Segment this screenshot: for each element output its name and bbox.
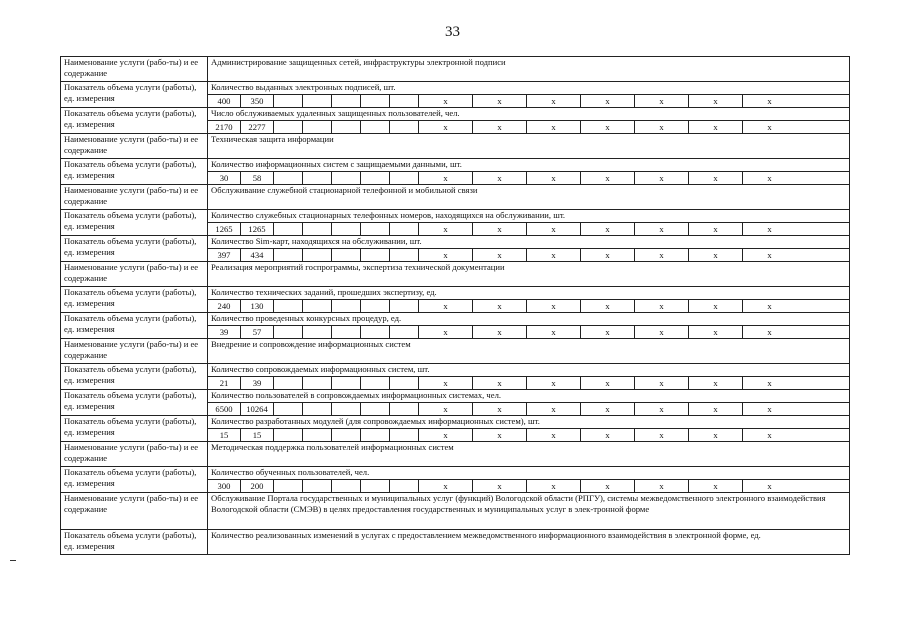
service-name: Техническая защита информации <box>208 134 850 159</box>
value-cell: 30 <box>208 172 241 184</box>
empty-cell <box>361 403 390 415</box>
metric-row <box>61 364 850 390</box>
empty-cell <box>361 300 390 312</box>
x-mark-cell: x <box>689 429 743 441</box>
empty-cell <box>274 403 303 415</box>
x-mark-cell: x <box>635 121 689 133</box>
empty-cell <box>303 429 332 441</box>
metric-title: Количество реализованных изменений в услугах с предоставлением межведомственного информационного взаимодействия в электронной форме, ед. <box>208 530 850 555</box>
metric-label: Показатель объема услуги (работы), ед. измерения <box>61 287 208 313</box>
x-mark-cell: x <box>767 378 772 388</box>
empty-cell <box>390 480 419 492</box>
x-mark-cell: x <box>581 249 635 261</box>
x-mark-cell: x <box>527 249 581 261</box>
metric-row <box>61 236 850 262</box>
empty-cell <box>332 480 361 492</box>
empty-cell <box>332 377 361 389</box>
x-mark-cell: x <box>767 430 772 440</box>
x-mark-cell: x <box>689 249 743 261</box>
metric-title: Количество выданных электронных подписей, шт. <box>208 82 849 95</box>
x-mark-cell: x <box>767 327 772 337</box>
metric-cell <box>208 236 850 262</box>
metric-values <box>208 377 849 389</box>
empty-cell <box>274 377 303 389</box>
x-mark-cell: x <box>527 403 581 415</box>
value-cell: 1265 <box>241 223 274 235</box>
metric-cell <box>208 287 850 313</box>
x-mark-cell: x <box>689 172 743 184</box>
empty-cell <box>303 480 332 492</box>
service-name: Методическая поддержка пользователей информационных систем <box>208 442 850 467</box>
empty-cell <box>274 429 303 441</box>
service-name-label: Наименование услуги (рабо-ты) и ее содержание <box>61 57 208 82</box>
metric-row <box>61 210 850 236</box>
service-name-label: Наименование услуги (рабо-ты) и ее содержание <box>61 493 208 530</box>
metric-label: Показатель объема услуги (работы), ед. измерения <box>61 82 208 108</box>
x-mark-cell: x <box>473 223 527 235</box>
metric-row <box>61 313 850 339</box>
metric-row <box>61 530 850 555</box>
empty-cell <box>361 172 390 184</box>
x-mark-cell: x <box>419 172 473 184</box>
metric-cell <box>208 390 850 416</box>
service-name-label: Наименование услуги (рабо-ты) и ее содержание <box>61 185 208 210</box>
metric-values <box>208 121 849 133</box>
empty-cell <box>332 95 361 107</box>
metric-label: Показатель объема услуги (работы), ед. измерения <box>61 313 208 339</box>
empty-cell <box>332 172 361 184</box>
empty-cell <box>274 121 303 133</box>
metric-values <box>208 403 849 415</box>
metric-title: Количество разработанных модулей (для сопровождаемых информационных систем), шт. <box>208 416 849 429</box>
metric-label: Показатель объема услуги (работы), ед. измерения <box>61 390 208 416</box>
metric-cell <box>208 364 850 390</box>
x-mark-cell: x <box>689 377 743 389</box>
service-name-label: Наименование услуги (рабо-ты) и ее содержание <box>61 442 208 467</box>
x-mark-cell: x <box>581 480 635 492</box>
empty-cell <box>390 121 419 133</box>
x-mark-cell: x <box>473 249 527 261</box>
empty-cell <box>303 172 332 184</box>
metric-title: Количество сопровождаемых информационных систем, шт. <box>208 364 849 377</box>
value-cell: 400 <box>208 95 241 107</box>
metric-row <box>61 82 850 108</box>
metric-label: Показатель объема услуги (работы), ед. измерения <box>61 210 208 236</box>
empty-cell <box>303 95 332 107</box>
metric-cell <box>208 210 850 236</box>
x-mark-cell: x <box>581 300 635 312</box>
x-mark-cell: x <box>473 403 527 415</box>
value-cell: 6500 <box>208 403 241 415</box>
empty-cell <box>390 300 419 312</box>
empty-cell <box>361 223 390 235</box>
service-name: Внедрение и сопровождение информационных систем <box>208 339 850 364</box>
x-mark-cell: x <box>635 172 689 184</box>
x-mark-cell: x <box>527 326 581 338</box>
metric-label: Показатель объема услуги (работы), ед. измерения <box>61 364 208 390</box>
metric-values <box>208 429 849 441</box>
empty-cell <box>332 121 361 133</box>
x-mark-cell: x <box>635 249 689 261</box>
x-mark-cell: x <box>581 403 635 415</box>
empty-cell <box>390 326 419 338</box>
x-mark-cell: x <box>527 223 581 235</box>
metric-values <box>208 95 849 107</box>
x-mark-cell: x <box>473 172 527 184</box>
value-cell: 397 <box>208 249 241 261</box>
empty-cell <box>332 429 361 441</box>
metric-row <box>61 416 850 442</box>
metric-title: Число обслуживаемых удаленных защищенных пользователей, чел. <box>208 108 849 121</box>
empty-cell <box>361 121 390 133</box>
x-mark-cell: x <box>581 429 635 441</box>
x-mark-cell: x <box>767 250 772 260</box>
x-mark-cell: x <box>689 300 743 312</box>
metric-cell <box>208 467 850 493</box>
empty-cell <box>390 429 419 441</box>
metric-title: Количество обученных пользователей, чел. <box>208 467 849 480</box>
x-mark-cell: x <box>635 377 689 389</box>
metric-values <box>208 480 849 492</box>
x-mark-cell: x <box>419 95 473 107</box>
empty-cell <box>303 377 332 389</box>
metric-row <box>61 390 850 416</box>
x-mark-cell: x <box>689 403 743 415</box>
x-mark-cell: x <box>473 121 527 133</box>
empty-cell <box>361 429 390 441</box>
metric-row <box>61 467 850 493</box>
value-cell: 39 <box>208 326 241 338</box>
value-cell: 1265 <box>208 223 241 235</box>
metric-title: Количество проведенных конкурсных процедур, ед. <box>208 313 849 326</box>
metric-row <box>61 159 850 185</box>
service-name-label: Наименование услуги (рабо-ты) и ее содержание <box>61 134 208 159</box>
x-mark-cell: x <box>527 121 581 133</box>
empty-cell <box>332 403 361 415</box>
x-mark-cell: x <box>767 481 772 491</box>
metric-label: Показатель объема услуги (работы), ед. измерения <box>61 108 208 134</box>
metric-label: Показатель объема услуги (работы), ед. измерения <box>61 530 208 555</box>
empty-cell <box>332 300 361 312</box>
x-mark-cell: x <box>527 480 581 492</box>
metric-label: Показатель объема услуги (работы), ед. измерения <box>61 236 208 262</box>
metric-row <box>61 108 850 134</box>
x-mark-cell: x <box>419 326 473 338</box>
value-cell: 2277 <box>241 121 274 133</box>
metric-row <box>61 287 850 313</box>
x-mark-cell: x <box>767 122 772 132</box>
x-mark-cell: x <box>635 95 689 107</box>
empty-cell <box>274 480 303 492</box>
metric-values <box>208 300 849 312</box>
empty-cell <box>274 249 303 261</box>
value-cell: 300 <box>208 480 241 492</box>
value-cell: 21 <box>208 377 241 389</box>
value-cell: 58 <box>241 172 274 184</box>
empty-cell <box>361 249 390 261</box>
empty-cell <box>390 223 419 235</box>
x-mark-cell: x <box>635 403 689 415</box>
x-mark-cell: x <box>581 172 635 184</box>
service-name-label: Наименование услуги (рабо-ты) и ее содержание <box>61 262 208 287</box>
value-cell: 200 <box>241 480 274 492</box>
empty-cell <box>274 300 303 312</box>
empty-cell <box>332 326 361 338</box>
x-mark-cell: x <box>527 172 581 184</box>
empty-cell <box>361 326 390 338</box>
x-mark-cell: x <box>473 377 527 389</box>
x-mark-cell: x <box>473 95 527 107</box>
x-mark-cell: x <box>581 326 635 338</box>
metric-label: Показатель объема услуги (работы), ед. измерения <box>61 467 208 493</box>
x-mark-cell: x <box>635 300 689 312</box>
value-cell: 57 <box>241 326 274 338</box>
x-mark-cell: x <box>527 377 581 389</box>
empty-cell <box>361 377 390 389</box>
value-cell: 39 <box>241 377 274 389</box>
x-mark-cell: x <box>635 480 689 492</box>
x-mark-cell: x <box>527 300 581 312</box>
x-mark-cell: x <box>473 300 527 312</box>
x-mark-cell: x <box>581 95 635 107</box>
x-mark-cell: x <box>689 121 743 133</box>
empty-cell <box>390 403 419 415</box>
metric-values <box>208 223 849 235</box>
x-mark-cell: x <box>581 377 635 389</box>
empty-cell <box>390 95 419 107</box>
service-name: Обслуживание Портала государственных и муниципальных услуг (функций) Вологодской области (РПГУ), системы межведомственного электронного взаимодействия Вологодской области (СМЭВ) в целях предоставления государственных и муниципальных услуг в элек-тронной форме <box>208 493 850 530</box>
empty-cell <box>303 223 332 235</box>
x-mark-cell: x <box>527 95 581 107</box>
empty-cell <box>303 249 332 261</box>
metric-cell <box>208 313 850 339</box>
empty-cell <box>303 326 332 338</box>
empty-cell <box>274 95 303 107</box>
service-name-row <box>61 339 850 364</box>
empty-cell <box>390 377 419 389</box>
metric-label: Показатель объема услуги (работы), ед. измерения <box>61 416 208 442</box>
x-mark-cell: x <box>419 429 473 441</box>
x-mark-cell: x <box>419 300 473 312</box>
metric-values <box>208 326 849 338</box>
x-mark-cell: x <box>419 377 473 389</box>
x-mark-cell: x <box>419 121 473 133</box>
service-name-row <box>61 134 850 159</box>
empty-cell <box>303 300 332 312</box>
empty-cell <box>274 223 303 235</box>
x-mark-cell: x <box>581 121 635 133</box>
empty-cell <box>361 480 390 492</box>
x-mark-cell: x <box>473 429 527 441</box>
x-mark-cell: x <box>419 480 473 492</box>
metric-cell <box>208 159 850 185</box>
metric-title: Количество информационных систем с защищаемыми данными, шт. <box>208 159 849 172</box>
metric-cell <box>208 416 850 442</box>
metric-values <box>208 172 849 184</box>
margin-mark <box>10 560 16 561</box>
x-mark-cell: x <box>473 480 527 492</box>
value-cell: 15 <box>241 429 274 441</box>
value-cell: 10264 <box>241 403 274 415</box>
x-mark-cell: x <box>581 223 635 235</box>
empty-cell <box>303 403 332 415</box>
x-mark-cell: x <box>689 223 743 235</box>
metric-title: Количество пользователей в сопровождаемых информационных системах, чел. <box>208 390 849 403</box>
page-number: 33 <box>445 24 460 40</box>
x-mark-cell: x <box>767 301 772 311</box>
service-name: Обслуживание служебной стационарной телефонной и мобильной связи <box>208 185 850 210</box>
empty-cell <box>332 223 361 235</box>
value-cell: 350 <box>241 95 274 107</box>
value-cell: 130 <box>241 300 274 312</box>
x-mark-cell: x <box>419 223 473 235</box>
service-name-row <box>61 185 850 210</box>
service-name-row <box>61 442 850 467</box>
x-mark-cell: x <box>527 429 581 441</box>
x-mark-cell: x <box>767 173 772 183</box>
x-mark-cell: x <box>635 326 689 338</box>
metric-values <box>208 249 849 261</box>
x-mark-cell: x <box>767 404 772 414</box>
metric-title: Количество Sim-карт, находящихся на обслуживании, шт. <box>208 236 849 249</box>
x-mark-cell: x <box>635 223 689 235</box>
x-mark-cell: x <box>689 326 743 338</box>
service-name-row <box>61 493 850 530</box>
empty-cell <box>274 172 303 184</box>
service-name: Администрирование защищенных сетей, инфраструктуры электронной подписи <box>208 57 850 82</box>
metric-label: Показатель объема услуги (работы), ед. измерения <box>61 159 208 185</box>
empty-cell <box>390 249 419 261</box>
service-name-label: Наименование услуги (рабо-ты) и ее содержание <box>61 339 208 364</box>
x-mark-cell: x <box>689 95 743 107</box>
x-mark-cell: x <box>419 249 473 261</box>
empty-cell <box>303 121 332 133</box>
x-mark-cell: x <box>767 96 772 106</box>
metric-cell <box>208 108 850 134</box>
empty-cell <box>390 172 419 184</box>
empty-cell <box>361 95 390 107</box>
x-mark-cell: x <box>419 403 473 415</box>
x-mark-cell: x <box>635 429 689 441</box>
x-mark-cell: x <box>767 224 772 234</box>
empty-cell <box>274 326 303 338</box>
empty-cell <box>332 249 361 261</box>
service-name: Реализация мероприятий госпрограммы, экспертиза технической документации <box>208 262 850 287</box>
service-name-row <box>61 57 850 82</box>
x-mark-cell: x <box>689 480 743 492</box>
x-mark-cell: x <box>473 326 527 338</box>
metric-title: Количество технических заданий, прошедших экспертизу, ед. <box>208 287 849 300</box>
value-cell: 15 <box>208 429 241 441</box>
metric-cell <box>208 82 850 108</box>
service-name-row <box>61 262 850 287</box>
value-cell: 240 <box>208 300 241 312</box>
services-table <box>60 56 850 555</box>
metric-title: Количество служебных стационарных телефонных номеров, находящихся на обслуживании, шт. <box>208 210 849 223</box>
value-cell: 434 <box>241 249 274 261</box>
value-cell: 2170 <box>208 121 241 133</box>
